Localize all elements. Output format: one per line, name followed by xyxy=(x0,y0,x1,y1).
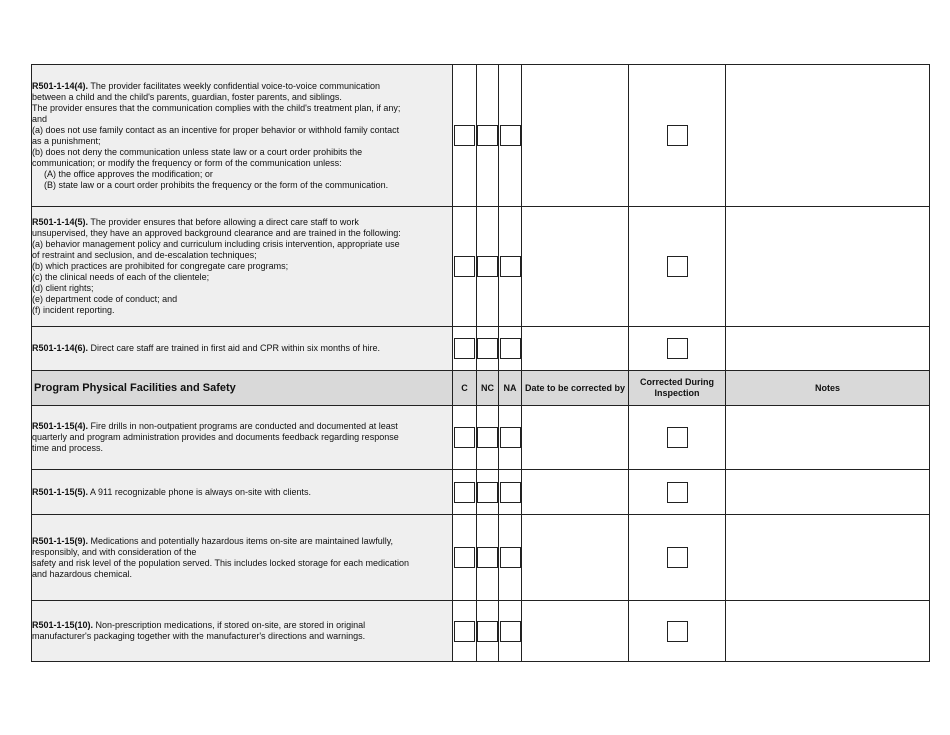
noncompliant-checkbox[interactable] xyxy=(477,621,498,642)
notes-cell[interactable] xyxy=(726,65,930,207)
date-to-be-corrected-cell[interactable] xyxy=(522,65,629,207)
column-header-notes: Notes xyxy=(726,371,930,406)
date-to-be-corrected-cell[interactable] xyxy=(522,207,629,327)
column-header-date: Date to be corrected by xyxy=(522,371,629,406)
compliant-checkbox[interactable] xyxy=(454,338,475,359)
requirement-row xyxy=(32,601,930,662)
requirement-text: R501-1-15(4). Fire drills in non-outpatient programs are conducted and documented at least quarterly and program administration provides and documents feedback regarding response time and process. xyxy=(32,406,453,470)
compliant-checkbox[interactable] xyxy=(454,547,475,568)
section-title: Program Physical Facilities and Safety xyxy=(32,371,453,406)
requirement-text: R501-1-15(10). Non-prescription medications, if stored on-site, are stored in original manufacturer's packaging together with the manufacturer's directions and warnings. xyxy=(32,601,453,662)
not-applicable-checkbox[interactable] xyxy=(500,256,521,277)
compliant-checkbox[interactable] xyxy=(454,427,475,448)
noncompliant-checkbox[interactable] xyxy=(477,482,498,503)
column-header-nc: NC xyxy=(477,371,499,406)
noncompliant-checkbox[interactable] xyxy=(477,547,498,568)
noncompliant-checkbox[interactable] xyxy=(477,256,498,277)
compliant-checkbox[interactable] xyxy=(454,482,475,503)
corrected-during-inspection-checkbox[interactable] xyxy=(667,427,688,448)
requirement-row xyxy=(32,515,930,601)
corrected-during-inspection-checkbox[interactable] xyxy=(667,338,688,359)
notes-cell[interactable] xyxy=(726,207,930,327)
compliant-checkbox[interactable] xyxy=(454,621,475,642)
corrected-during-inspection-checkbox[interactable] xyxy=(667,125,688,146)
column-header-na: NA xyxy=(499,371,522,406)
not-applicable-checkbox[interactable] xyxy=(500,482,521,503)
corrected-during-inspection-checkbox[interactable] xyxy=(667,621,688,642)
requirement-text: R501-1-14(4). The provider facilitates weekly confidential voice-to-voice communication between a child and the child's parents, guardian, foster parents, and siblings. The provider ensures that the communication complies with the child's treatment plan, if any; and (a) does not use family contact as an incentive for proper behavior or withhold family contact as a punishment; (b) does not deny the communication unless state law or a court order prohibits the communication; or modify the frequency or form of the communication unless: (A) the office approves the modification; or (B) state law or a court order prohibits the frequency or the form of the communication. xyxy=(32,65,453,207)
not-applicable-checkbox[interactable] xyxy=(500,125,521,146)
rule-code: R501-1-14(5). xyxy=(32,217,89,227)
date-to-be-corrected-cell[interactable] xyxy=(522,515,629,601)
noncompliant-checkbox[interactable] xyxy=(477,427,498,448)
notes-cell[interactable] xyxy=(726,406,930,470)
date-to-be-corrected-cell[interactable] xyxy=(522,601,629,662)
rule-code: R501-1-14(6). xyxy=(32,343,89,353)
requirement-text: R501-1-14(6). Direct care staff are trained in first aid and CPR within six months of hire. xyxy=(32,327,453,371)
date-to-be-corrected-cell[interactable] xyxy=(522,327,629,371)
requirement-row xyxy=(32,327,930,371)
corrected-during-inspection-checkbox[interactable] xyxy=(667,256,688,277)
requirement-text: R501-1-14(5). The provider ensures that before allowing a direct care staff to work unsupervised, they have an approved background clearance and are trained in the following: (a) behavior management policy and curriculum including crisis intervention, appropriate use of restraint and seclusion, and de-escalation techniques; (b) which practices are prohibited for congregate care programs; (c) the clinical needs of each of the clientele; (d) client rights; (e) department code of conduct; and (f) incident reporting. xyxy=(32,207,453,327)
rule-code: R501-1-14(4). xyxy=(32,80,89,91)
compliant-checkbox[interactable] xyxy=(454,125,475,146)
date-to-be-corrected-cell[interactable] xyxy=(522,406,629,470)
notes-cell[interactable] xyxy=(726,601,930,662)
compliant-checkbox[interactable] xyxy=(454,256,475,277)
not-applicable-checkbox[interactable] xyxy=(500,547,521,568)
column-header-c: C xyxy=(453,371,477,406)
notes-cell[interactable] xyxy=(726,327,930,371)
section-header-row xyxy=(32,371,930,406)
rule-code: R501-1-15(10). xyxy=(32,620,94,630)
notes-cell[interactable] xyxy=(726,470,930,515)
corrected-during-inspection-checkbox[interactable] xyxy=(667,482,688,503)
rule-code: R501-1-15(9). xyxy=(32,535,89,546)
requirement-row xyxy=(32,470,930,515)
corrected-during-inspection-checkbox[interactable] xyxy=(667,547,688,568)
rule-code: R501-1-15(5). xyxy=(32,486,89,497)
not-applicable-checkbox[interactable] xyxy=(500,338,521,359)
requirement-row xyxy=(32,207,930,327)
rule-code: R501-1-15(4). xyxy=(32,421,89,431)
column-header-corrected: Corrected During Inspection xyxy=(629,371,726,406)
requirement-row xyxy=(32,406,930,470)
requirement-text: R501-1-15(9). Medications and potentially hazardous items on-site are maintained lawfully, responsibly, and with consideration of the safety and risk level of the population served. This includes locked storage for each medication and hazardous chemical. xyxy=(32,515,453,601)
requirement-text: R501-1-15(5). A 911 recognizable phone is always on-site with clients. xyxy=(32,470,453,515)
not-applicable-checkbox[interactable] xyxy=(500,427,521,448)
compliance-checklist-table xyxy=(31,64,930,662)
not-applicable-checkbox[interactable] xyxy=(500,621,521,642)
noncompliant-checkbox[interactable] xyxy=(477,125,498,146)
date-to-be-corrected-cell[interactable] xyxy=(522,470,629,515)
notes-cell[interactable] xyxy=(726,515,930,601)
noncompliant-checkbox[interactable] xyxy=(477,338,498,359)
requirement-row xyxy=(32,65,930,207)
